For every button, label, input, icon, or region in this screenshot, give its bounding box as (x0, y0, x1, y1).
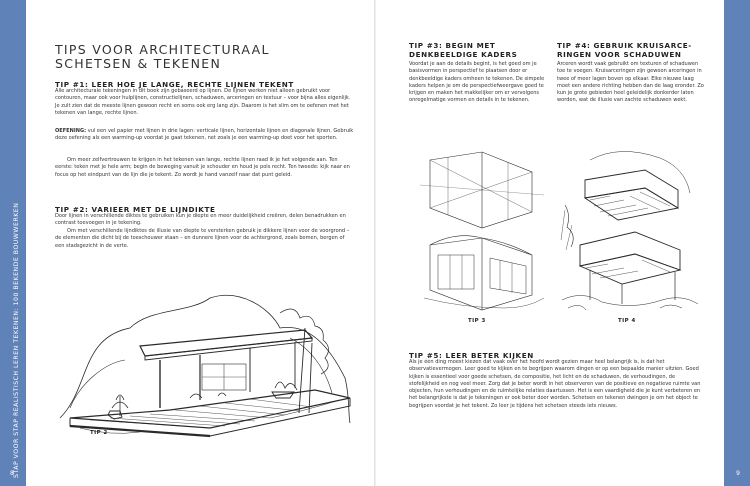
tip1-exercise-text: vul een vel papier met lijnen in drie lagen: verticale lijnen, horizontale lijnen en diagonale lijnen. Gebruik deze oefening als een warming-up voordat je gaat tekenen, net zoals je een warming-up doet voor het sporten. (55, 128, 354, 142)
left-page-number: 8 (10, 470, 14, 477)
tip1-exercise (55, 128, 355, 143)
tip2-paragraph-1: Door lijnen in verschillende diktes te gebruiken kun je diepte en meer duidelijkheid creëren, delen benadrukken en contrast toevoegen in je tekening. (55, 213, 346, 227)
tip1-exercise-label: OEFENING: (55, 128, 87, 134)
page-title-line-2: SCHETSEN & TEKENEN (55, 56, 222, 71)
tip2-paragraph-2 (55, 228, 355, 250)
page-title-line-1: TIPS VOOR ARCHITECTURAAL (55, 42, 270, 57)
tip2-paragraph-2-text: Om met verschillende lijndiktes de illusie van diepte te versterken gebruik je dikkere lijnen voor de voorgrond – de elementen die dicht bij de toeschouwer staan – en dunnere lijnen voor de achtergrond, zoals bomen, bergen of een stadsgezicht in de verte. (55, 228, 350, 249)
tip4-caption: TIP 4 (618, 318, 636, 324)
tip5-body: Als je één ding moest kiezen dat vaak over het hoofd wordt gezien maar heel belangrijk is, is dat het observatievermogen. Leer goed te kijken en te begrijpen waarom dingen er op een bepaalde manier uitzien. Goed kijken is essentieel voor goede schetsen, de compositie, het licht en de schaduwen, de verhoudingen, de stofelijkheid en nog veel meer. Zorg dat je beter wordt in het observeren van de positieve en negatieve ruimte van objecten, hun verhoudingen en de ruimtelijke relaties daartussen. Het is een vaardigheid die je kunt verbeteren en het belangrijkste is dat je tekeningen er ook beter door worden. Schetsen en tekenen dwingen je om het object te begrijpen voordat je het tekent. Zo leer je tijdens het schetsen steeds iets nieuws. (409, 359, 701, 409)
tip3-heading-line-2: DENKBEELDIGE KADERS (409, 49, 518, 59)
tip3-heading (409, 42, 549, 59)
tip5-heading: TIP #5: LEER BETER KIJKEN (409, 351, 534, 360)
right-spine-title: INLEIDING (706, 394, 714, 431)
right-page-number: 9 (736, 470, 740, 477)
tip3-heading-line-1: TIP #3: BEGIN MET (409, 41, 496, 50)
tip2-caption: TIP 2 (90, 430, 108, 436)
tip4-heading-line-2: RINGEN VOOR SCHADUWEN (557, 49, 682, 59)
tip1-body: Alle architecturale tekeningen in dit boek zijn gebaseerd op lijnen. De lijnen werken niet alleen gebruikt voor contouren, maar ook voor hulplijnen, constructielijnen, schaduwen, arceringen en textuur – voor bijna alles eigenlijk. Je zult zien dat de meeste lijnen gewoon recht en soms ook erg lang zijn. Daarom is het slim om te oefenen met het tekenen van lange, rechte lijnen. (55, 88, 351, 116)
tip2-heading: TIP #2: VARIEER MET DE LIJNDIKTE (55, 205, 216, 214)
page-gutter (374, 0, 376, 486)
tip1-paragraph-2-text: Om meer zelfvertrouwen te krijgen in het tekenen van lange, rechte lijnen raad ik je het volgende aan. Ten eerste: teken met je hele arm; begin de beweging vanuit je schouder en houd je pols recht. Ten tweede: kijk naar en focus op het eindpunt van de lijn die je tekent. Zo wordt je hand vanzelf naar dat punt geleid. (55, 157, 350, 178)
page-title (55, 43, 270, 71)
tip4-illustration (560, 150, 700, 315)
left-spine-title: STAP VOOR STAP REALISTISCH LEREN TEKENEN: 100 BEKENDE BOUWWERKEN (13, 202, 20, 478)
tip3-body: Voordat je aan de details begint, is het goed om je basisvormen in perspectief te plaatsen door er denkbeeldige kaders omheen te tekenen. De simpele kaders helpen je om de perspectiefweergave goed te krijgen en maken het makkelijker om er vervolgens onregelmatige vormen en details in te tekenen. (409, 61, 545, 104)
tip4-body: Arceren wordt vaak gebruikt om texturen of schaduwen toe te voegen. Kruisarceringen zijn gewoon arceringen in twee of meer lagen boven op elkaar. Elke nieuwe laag moet een andere richting hebben dan de laag eronder. Zo kun je grote gebieden heel geleidelijk donkerder laten worden, wat de illusie van zachte schaduwen wekt. (557, 61, 704, 104)
tip1-heading: TIP #1: LEER HOE JE LANGE, RECHTE LIJNEN TEKENT (55, 80, 294, 89)
tip3-illustration (420, 150, 545, 315)
tip3-caption: TIP 3 (468, 318, 486, 324)
tip1-paragraph-2 (55, 157, 355, 179)
right-edge-band (724, 0, 750, 486)
tip4-heading (557, 42, 707, 59)
tip2-illustration (50, 268, 360, 438)
tip4-heading-line-1: TIP #4: GEBRUIK KRUISARCE- (557, 41, 692, 50)
